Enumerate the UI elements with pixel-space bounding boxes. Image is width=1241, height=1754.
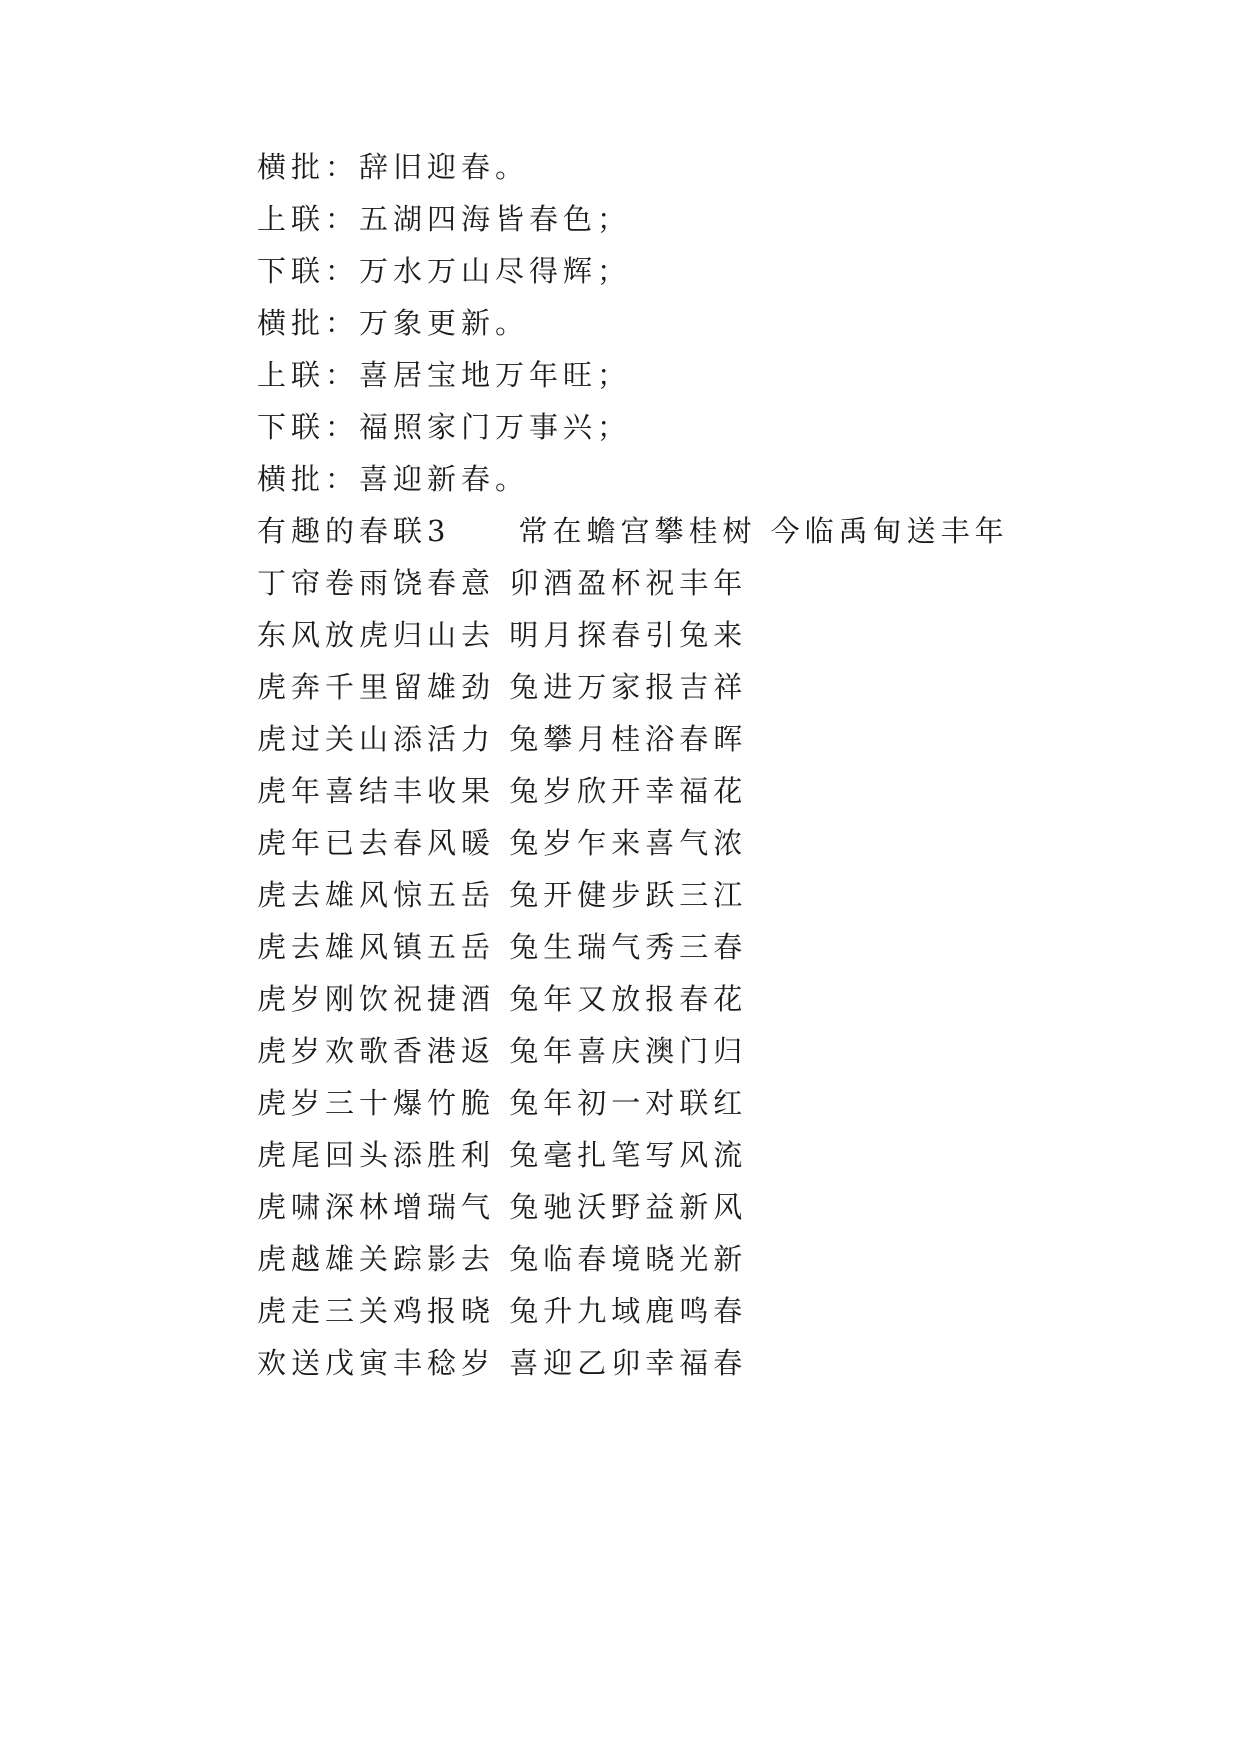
text-line: 虎去雄风镇五岳 兔生瑞气秀三春 [257,930,748,964]
text-line: 横批：万象更新。 [257,306,530,340]
text-line: 欢送戊寅丰稔岁 喜迎乙卯幸福春 [257,1346,748,1380]
text-line: 下联：万水万山尽得辉； [257,254,632,288]
text-line: 虎走三关鸡报晓 兔升九域鹿鸣春 [257,1294,748,1328]
text-line: 虎过关山添活力 兔攀月桂浴春晖 [257,722,748,756]
text-line: 虎啸深林增瑞气 兔驰沃野益新风 [257,1190,748,1224]
text-line: 横批：辞旧迎春。 [257,150,530,184]
text-line: 丁帘卷雨饶春意 卯酒盈杯祝丰年 [257,566,748,600]
text-line: 虎岁欢歌香港返 兔年喜庆澳门归 [257,1034,748,1068]
text-line: 虎年已去春风暖 兔岁乍来喜气浓 [257,826,748,860]
text-line: 虎越雄关踪影去 兔临春境晓光新 [257,1242,748,1276]
text-line: 虎去雄风惊五岳 兔开健步跃三江 [257,878,748,912]
text-line: 虎奔千里留雄劲 兔进万家报吉祥 [257,670,748,704]
text-line: 虎岁三十爆竹脆 兔年初一对联红 [257,1086,748,1120]
text-line: 上联：喜居宝地万年旺； [257,358,632,392]
text-line: 虎岁刚饮祝捷酒 兔年又放报春花 [257,982,748,1016]
text-line: 横批：喜迎新春。 [257,462,530,496]
text-line: 东风放虎归山去 明月探春引兔来 [257,618,748,652]
text-line: 虎尾回头添胜利 兔毫扎笔写风流 [257,1138,748,1172]
text-line: 有趣的春联3 常在蟾宫攀桂树 今临禹甸送丰年 [257,514,1009,548]
text-line: 上联：五湖四海皆春色； [257,202,632,236]
text-line: 下联：福照家门万事兴； [257,410,632,444]
text-line: 虎年喜结丰收果 兔岁欣开幸福花 [257,774,748,808]
